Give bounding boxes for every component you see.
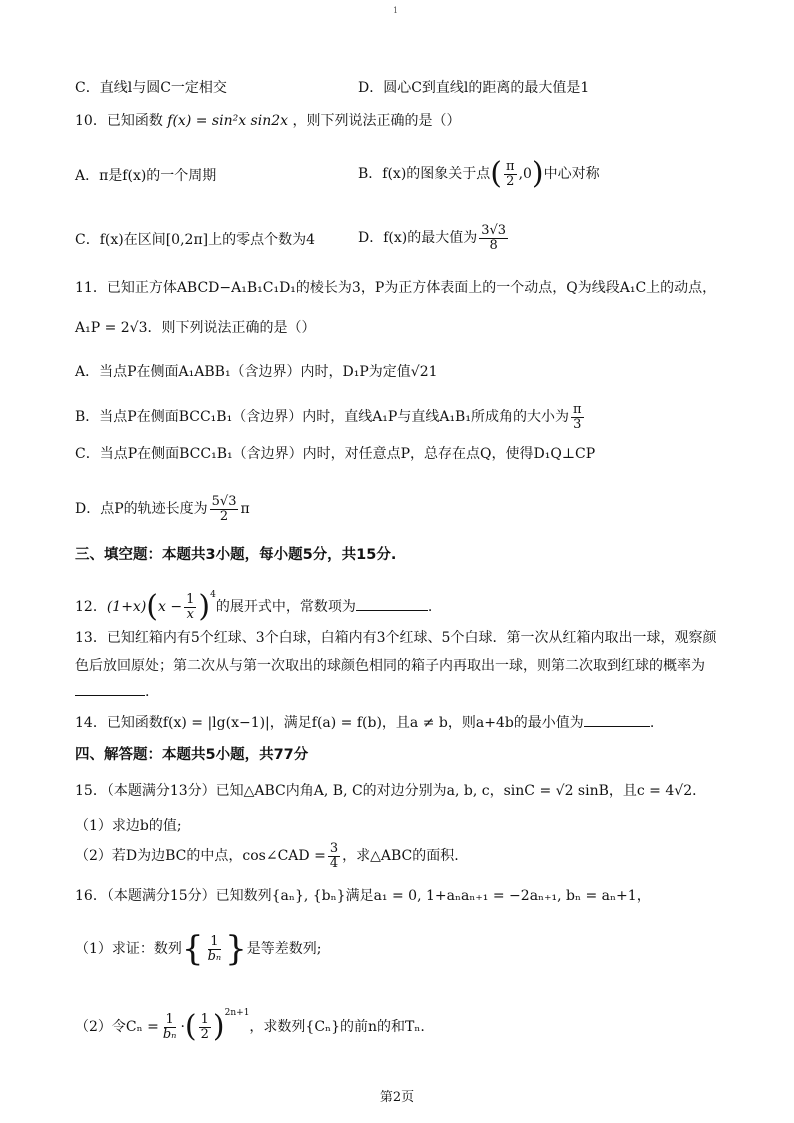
q12-expr-a: (1+x) [106,599,147,615]
q10-option-d-pre: D．f(x)的最大值为 [358,230,478,246]
q16-part1-pre: （1）求证：数列 [75,941,182,957]
fraction-numerator: 1 [200,1011,209,1027]
fraction-numerator: 3√3 [481,222,507,238]
q16-part2 [75,990,425,1050]
q12-pre: 12． [75,599,107,615]
answer-blank [356,596,428,611]
q10-stem [75,111,460,131]
fraction-denominator: bₙ [207,948,222,964]
brace-close: } [225,929,247,969]
q11-option-c: C．当点P在侧面BCC₁B₁（含边界）内时，对任意点P，总存在点Q，使得D₁Q⊥CP [75,446,596,462]
fraction [210,495,239,523]
q10-option-b-post: 中心对称 [543,166,600,182]
q15-part2-pre: （2）若D为边BC的中点，cos∠CAD = [75,848,326,864]
q10-option-c: C．f(x)在区间[0,2π]上的零点个数为4 [75,232,316,248]
q15-part1: （1）求边b的值; [75,818,182,834]
q15-stem: 15．（本题满分13分）已知△ABC内角A, B, C的对边分别为a, b, c，sinC = √2 sinB，且c = 4√2． [75,783,707,799]
q13-end: . [145,684,150,700]
brace-open: { [181,929,204,969]
paren-open: ( [490,156,503,191]
q13-line1: 13．已知红箱内有5个红球、3个白球，白箱内有3个红球、5个白球．第一次从红箱内取出一球，观察颜 [75,630,717,646]
page-footer: 第2页 [379,1090,415,1105]
answer-blank [75,681,145,696]
q12-exponent: 4 [210,590,216,600]
q11-stem-line1: 11．已知正方体ABCD−A₁B₁C₁D₁的棱长为3，P为正方体表面上的一个动点，Q为线段A₁C上的动点， [75,280,717,296]
q10-option-d [358,218,510,258]
q9-option-d: D．圆心C到直线l的距离的最大值是1 [358,80,590,96]
comma-zero: ,0 [518,166,532,182]
q12-end: . [427,599,433,615]
fraction [161,1013,179,1041]
paren-close: ) [198,589,211,624]
fraction-denominator: 3 [573,416,582,432]
q12-post: 的展开式中，常数项为 [215,599,356,615]
paren-close: ) [212,1009,225,1044]
q14-text: 14．已知函数f(x) = |lg(x−1)|，满足f(a) = f(b)，且a ≠ b，则a+4b的最小值为 [75,715,584,731]
fraction-denominator: 2 [219,508,229,524]
q16-part1 [75,926,322,972]
fraction-numerator: 1 [186,591,195,607]
q13-line2: 色后放回原处；第二次从与第一次取出的球颜色相同的箱子内再取出一球，则第二次取到红球的概率为 [75,658,705,674]
q12 [75,574,432,628]
fraction [479,224,508,252]
q14-end: . [649,715,655,731]
fraction-denominator: 2 [200,1026,209,1042]
q9-option-c: C．直线l与圆C一定相交 [75,80,227,96]
q16-part2-post: ，求数列{Cₙ}的前n的和Tₙ. [249,1019,425,1035]
q15-part2 [75,838,459,874]
q11-option-a: A．当点P在侧面A₁ABB₁（含边界）内时，D₁P为定值√21 [75,364,438,380]
q11-option-d [75,488,250,530]
q13-line3 [75,681,149,702]
q16-part2-pre: （2）令Cₙ = [75,1019,159,1035]
fraction-denominator: x [186,606,194,622]
q11-stem-line2: A₁P = 2√3．则下列说法正确的是（） [75,320,316,336]
fraction [328,842,340,870]
dot-operator: · [180,1019,185,1035]
fraction-numerator: 1 [210,933,219,949]
fraction [199,1013,211,1041]
fraction-denominator: 8 [489,237,498,253]
section-heading-fill-blank: 三、填空题：本题共3小题，每小题5分，共15分. [75,547,397,563]
fraction-denominator: 2 [506,173,515,189]
q10-option-a: A．π是f(x)的一个周期 [75,168,217,184]
section-heading-answer: 四、解答题：本题共5小题，共77分 [75,747,309,763]
fraction-denominator: bₙ [162,1026,177,1042]
fraction [184,593,196,621]
q11-option-b [75,398,586,436]
q12-expr-b: x − [158,599,183,615]
paren-open: ( [146,589,159,624]
q10-stem-pre: 10．已知函数 [75,113,163,129]
fraction-numerator: 5√3 [211,493,237,509]
q11-option-b-pre: B．当点P在侧面BCC₁B₁（含边界）内时，直线A₁P与直线A₁B₁所成角的大小为 [75,409,569,425]
q10-stem-fn: f(x) = sin²x sin2x [167,113,289,129]
answer-blank [584,712,650,727]
q11-option-d-post: π [240,501,250,517]
q16-part1-post: 是等差数列; [246,941,322,957]
fraction-numerator: 3 [329,840,339,856]
fraction [504,160,517,188]
q11-option-d-pre: D．点P的轨迹长度为 [75,501,208,517]
q10-stem-post: ，则下列说法正确的是（） [292,113,461,129]
q16-stem: 16．（本题满分15分）已知数列{aₙ}, {bₙ}满足a₁ = 0, 1+aₙaₙ₊₁ = −2aₙ₊₁, bₙ = aₙ+1， [75,888,651,904]
q10-option-b-pre: B．f(x)的图象关于点 [358,166,491,182]
fraction [206,935,224,963]
q10-option-b [358,154,600,194]
paren-open: ( [184,1009,197,1044]
q15-part2-post: ，求△ABC的面积. [342,848,459,864]
fraction-denominator: 4 [329,855,339,871]
fraction-numerator: π [572,401,582,417]
paren-close: ) [531,156,544,191]
page-mark: 1 [393,6,399,15]
q14 [75,712,654,733]
q16-exponent: 2n+1 [224,1008,250,1018]
fraction [571,403,584,431]
fraction-numerator: π [506,158,515,174]
fraction-numerator: 1 [165,1011,174,1027]
